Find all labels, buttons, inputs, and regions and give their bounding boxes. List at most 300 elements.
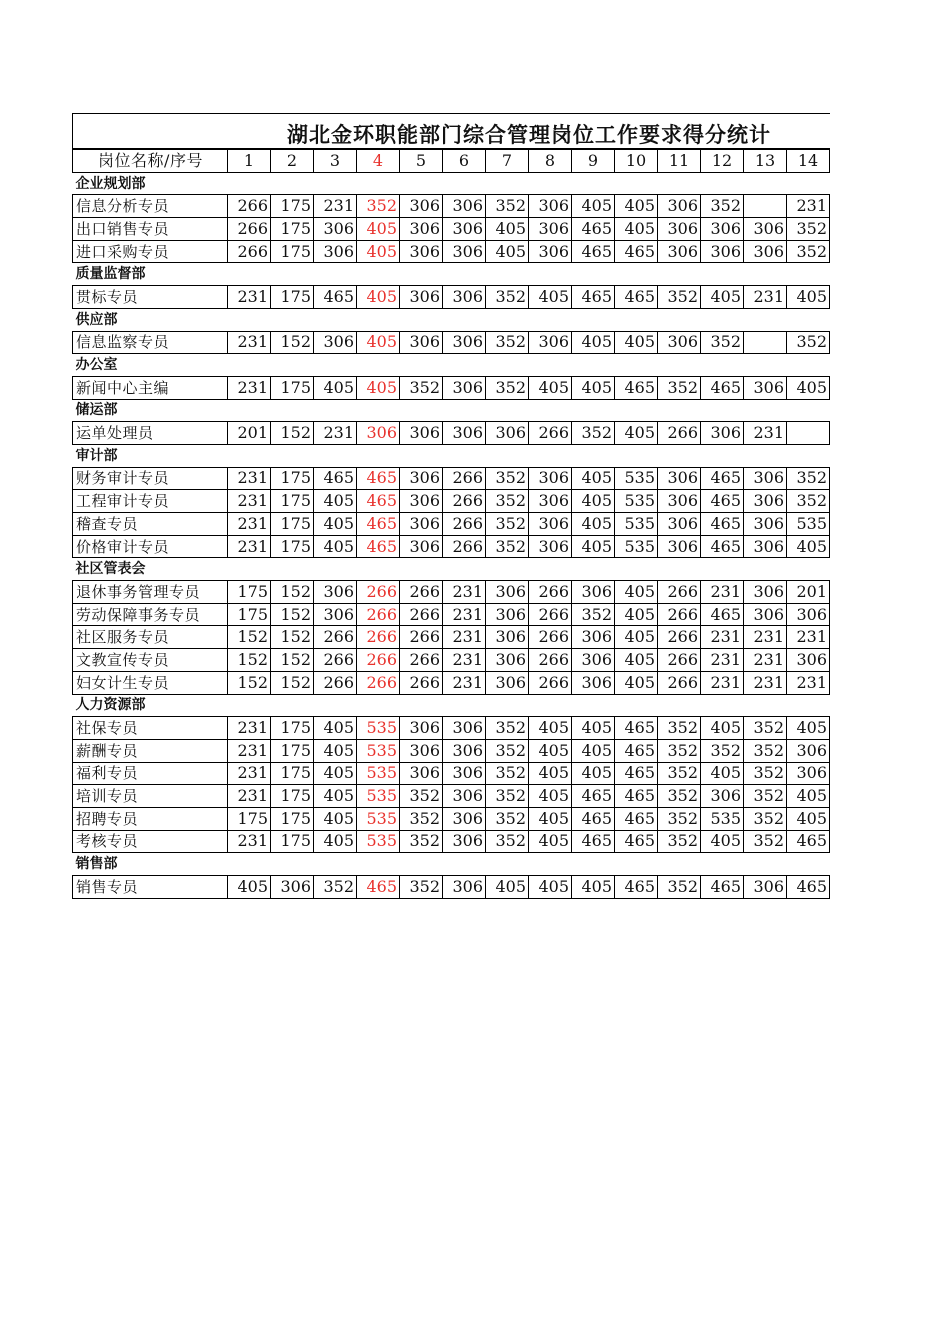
position-name-cell: 工程审计专员	[73, 490, 228, 513]
score-cell: 231	[228, 331, 271, 354]
position-name-cell: 培训专员	[73, 785, 228, 808]
score-cell: 306	[443, 876, 486, 899]
score-cell: 266	[443, 513, 486, 536]
table-row	[73, 830, 830, 853]
score-cell: 175	[271, 513, 314, 536]
score-cell	[744, 331, 787, 354]
department-row	[73, 558, 830, 581]
score-cell: 352	[658, 876, 701, 899]
department-row	[73, 172, 830, 195]
score-cell: 352	[744, 830, 787, 853]
score-cell: 266	[443, 535, 486, 558]
position-name-cell: 价格审计专员	[73, 535, 228, 558]
score-cell: 266	[658, 671, 701, 694]
score-cell: 352	[658, 762, 701, 785]
score-cell: 405	[615, 195, 658, 218]
score-cell: 352	[486, 490, 529, 513]
score-cell: 465	[787, 876, 830, 899]
score-cell: 465	[615, 785, 658, 808]
score-cell: 306	[744, 535, 787, 558]
table-row	[73, 762, 830, 785]
score-cell: 465	[572, 218, 615, 241]
table-row	[73, 603, 830, 626]
score-cell: 306	[658, 535, 701, 558]
score-cell: 405	[486, 240, 529, 263]
score-cell: 306	[658, 490, 701, 513]
score-cell: 405	[572, 739, 615, 762]
score-cell: 465	[615, 807, 658, 830]
score-cell: 405	[572, 513, 615, 536]
score-cell: 306	[314, 603, 357, 626]
score-cell: 405	[572, 717, 615, 740]
score-cell: 405	[529, 876, 572, 899]
score-cell: 306	[443, 762, 486, 785]
score-cell: 352	[400, 376, 443, 399]
score-cell: 266	[357, 626, 400, 649]
score-cell: 306	[400, 490, 443, 513]
score-cell: 465	[615, 286, 658, 309]
header-number-cell: 12	[701, 150, 744, 173]
department-row	[73, 694, 830, 717]
score-cell: 405	[701, 762, 744, 785]
table-row	[73, 422, 830, 445]
score-cell: 352	[486, 286, 529, 309]
score-cell: 352	[486, 739, 529, 762]
score-cell: 266	[228, 218, 271, 241]
score-cell: 405	[314, 513, 357, 536]
score-cell: 465	[787, 830, 830, 853]
department-name: 办公室	[75, 357, 118, 374]
header-number-cell: 11	[658, 150, 701, 173]
score-cell: 465	[572, 785, 615, 808]
score-cell: 405	[787, 807, 830, 830]
score-cell: 306	[400, 240, 443, 263]
score-cell: 405	[529, 785, 572, 808]
score-cell: 266	[314, 649, 357, 672]
score-cell: 352	[486, 467, 529, 490]
score-cell: 306	[443, 195, 486, 218]
score-cell: 231	[787, 671, 830, 694]
score-cell: 152	[228, 649, 271, 672]
table-row	[73, 286, 830, 309]
department-name: 供应部	[75, 311, 118, 328]
score-cell: 306	[701, 422, 744, 445]
score-cell: 266	[658, 603, 701, 626]
score-cell: 306	[314, 218, 357, 241]
score-cell: 306	[400, 739, 443, 762]
score-cell: 352	[572, 603, 615, 626]
score-cell: 306	[744, 376, 787, 399]
score-cell: 231	[744, 626, 787, 649]
score-cell: 405	[701, 830, 744, 853]
score-cell: 405	[314, 490, 357, 513]
score-cell: 306	[658, 218, 701, 241]
score-cell: 266	[658, 581, 701, 604]
department-row	[73, 853, 830, 876]
score-cell: 405	[529, 286, 572, 309]
score-cell: 352	[400, 785, 443, 808]
position-name-cell: 信息分析专员	[73, 195, 228, 218]
score-cell: 306	[658, 331, 701, 354]
table-row	[73, 490, 830, 513]
header-name-cell: 岗位名称/序号	[73, 150, 228, 173]
score-cell: 231	[228, 717, 271, 740]
score-cell: 352	[400, 876, 443, 899]
score-cell: 306	[744, 603, 787, 626]
score-cell: 231	[443, 626, 486, 649]
score-cell: 266	[357, 671, 400, 694]
score-cell: 535	[357, 717, 400, 740]
score-cell	[744, 195, 787, 218]
score-cell: 306	[572, 626, 615, 649]
score-cell: 465	[357, 467, 400, 490]
score-cell: 266	[529, 581, 572, 604]
score-cell: 352	[744, 762, 787, 785]
table-row	[73, 626, 830, 649]
score-cell: 352	[658, 717, 701, 740]
score-cell: 266	[314, 626, 357, 649]
score-cell: 306	[572, 649, 615, 672]
score-cell: 306	[357, 422, 400, 445]
score-cell: 306	[701, 785, 744, 808]
score-cell: 266	[314, 671, 357, 694]
score-cell: 306	[744, 581, 787, 604]
position-name-cell: 财务审计专员	[73, 467, 228, 490]
score-cell: 465	[572, 807, 615, 830]
score-cell: 306	[400, 218, 443, 241]
score-cell: 175	[271, 807, 314, 830]
score-cell: 352	[400, 830, 443, 853]
score-cell: 405	[572, 762, 615, 785]
score-cell: 175	[228, 807, 271, 830]
score-cell: 465	[701, 513, 744, 536]
table-row	[73, 649, 830, 672]
score-cell: 306	[529, 195, 572, 218]
score-cell: 405	[787, 286, 830, 309]
score-cell: 306	[486, 422, 529, 445]
header-number-cell: 4	[357, 150, 400, 173]
score-cell: 266	[357, 581, 400, 604]
header-number-cell: 7	[486, 150, 529, 173]
score-cell: 175	[271, 286, 314, 309]
score-cell: 306	[787, 762, 830, 785]
score-cell: 352	[701, 739, 744, 762]
score-cell: 306	[744, 876, 787, 899]
table-row	[73, 535, 830, 558]
score-cell: 231	[787, 195, 830, 218]
score-cell: 405	[615, 218, 658, 241]
score-cell: 352	[486, 807, 529, 830]
score-cell: 231	[228, 535, 271, 558]
score-cell: 231	[744, 422, 787, 445]
score-cell: 352	[486, 785, 529, 808]
score-cell: 231	[228, 513, 271, 536]
table-row	[73, 467, 830, 490]
header-number-cell: 5	[400, 150, 443, 173]
score-cell: 266	[529, 626, 572, 649]
table-row	[73, 739, 830, 762]
position-name-cell: 销售专员	[73, 876, 228, 899]
score-cell: 266	[400, 671, 443, 694]
score-cell: 465	[572, 240, 615, 263]
score-cell: 405	[357, 218, 400, 241]
position-name-cell: 社保专员	[73, 717, 228, 740]
score-table	[72, 149, 830, 899]
score-cell: 465	[615, 717, 658, 740]
score-cell: 306	[787, 649, 830, 672]
score-cell: 152	[271, 626, 314, 649]
score-cell: 465	[357, 535, 400, 558]
score-cell: 306	[701, 240, 744, 263]
score-cell: 306	[529, 331, 572, 354]
score-cell: 306	[443, 422, 486, 445]
score-cell: 352	[787, 331, 830, 354]
score-cell: 465	[615, 876, 658, 899]
score-cell: 306	[400, 195, 443, 218]
score-cell: 535	[357, 785, 400, 808]
header-number-cell: 6	[443, 150, 486, 173]
score-cell: 152	[228, 626, 271, 649]
score-cell: 152	[271, 649, 314, 672]
score-cell: 465	[572, 286, 615, 309]
score-cell: 405	[314, 762, 357, 785]
score-cell: 405	[701, 286, 744, 309]
score-cell: 175	[271, 785, 314, 808]
score-cell: 175	[271, 830, 314, 853]
score-cell: 266	[357, 603, 400, 626]
score-cell: 405	[615, 671, 658, 694]
score-cell: 306	[443, 830, 486, 853]
position-name-cell: 妇女计生专员	[73, 671, 228, 694]
score-cell: 352	[486, 513, 529, 536]
score-cell: 306	[529, 535, 572, 558]
score-cell: 306	[443, 785, 486, 808]
department-name: 审计部	[75, 447, 118, 464]
score-cell	[787, 422, 830, 445]
score-cell: 306	[443, 240, 486, 263]
department-row	[73, 263, 830, 286]
score-cell: 306	[658, 467, 701, 490]
position-name-cell: 信息监察专员	[73, 331, 228, 354]
score-cell: 175	[271, 739, 314, 762]
score-cell: 352	[658, 807, 701, 830]
score-cell: 231	[314, 195, 357, 218]
score-cell: 465	[314, 467, 357, 490]
score-table-body	[73, 150, 830, 899]
score-cell: 175	[271, 762, 314, 785]
score-cell: 306	[443, 739, 486, 762]
score-cell: 405	[787, 535, 830, 558]
table-row	[73, 581, 830, 604]
score-cell: 175	[271, 490, 314, 513]
score-cell: 231	[228, 785, 271, 808]
score-cell: 405	[615, 581, 658, 604]
score-cell: 266	[529, 649, 572, 672]
score-cell: 231	[228, 762, 271, 785]
score-cell: 306	[529, 513, 572, 536]
score-cell: 405	[529, 762, 572, 785]
score-cell: 231	[443, 603, 486, 626]
score-cell: 306	[744, 490, 787, 513]
score-cell: 306	[400, 422, 443, 445]
header-number-cell: 2	[271, 150, 314, 173]
score-cell: 306	[400, 717, 443, 740]
position-name-cell: 福利专员	[73, 762, 228, 785]
header-number-cell: 8	[529, 150, 572, 173]
position-name-cell: 运单处理员	[73, 422, 228, 445]
score-cell: 175	[228, 603, 271, 626]
score-cell: 231	[744, 649, 787, 672]
score-cell: 405	[357, 286, 400, 309]
score-cell: 535	[357, 762, 400, 785]
score-cell: 231	[228, 286, 271, 309]
score-cell: 405	[787, 717, 830, 740]
score-cell: 352	[787, 467, 830, 490]
score-cell: 465	[615, 240, 658, 263]
position-name-cell: 出口销售专员	[73, 218, 228, 241]
score-cell: 535	[787, 513, 830, 536]
score-cell: 352	[486, 717, 529, 740]
score-cell: 405	[314, 376, 357, 399]
score-cell: 201	[228, 422, 271, 445]
score-cell: 306	[529, 218, 572, 241]
score-cell: 306	[314, 581, 357, 604]
score-cell: 266	[400, 603, 443, 626]
score-cell: 352	[400, 807, 443, 830]
score-cell: 405	[529, 830, 572, 853]
score-cell: 465	[357, 490, 400, 513]
score-cell: 175	[228, 581, 271, 604]
score-cell: 465	[701, 603, 744, 626]
score-cell: 266	[400, 649, 443, 672]
position-name-cell: 招聘专员	[73, 807, 228, 830]
score-cell: 231	[744, 671, 787, 694]
score-cell: 405	[314, 535, 357, 558]
table-row	[73, 807, 830, 830]
score-cell: 306	[658, 513, 701, 536]
score-cell: 306	[400, 286, 443, 309]
score-cell: 152	[271, 581, 314, 604]
score-cell: 405	[572, 376, 615, 399]
score-cell: 266	[658, 649, 701, 672]
score-cell: 231	[701, 671, 744, 694]
score-cell: 152	[271, 331, 314, 354]
score-cell: 352	[486, 376, 529, 399]
score-cell: 405	[572, 876, 615, 899]
score-cell: 405	[314, 785, 357, 808]
score-cell: 465	[701, 490, 744, 513]
score-cell: 306	[529, 467, 572, 490]
score-cell: 231	[228, 830, 271, 853]
score-cell: 405	[572, 467, 615, 490]
position-name-cell: 薪酬专员	[73, 739, 228, 762]
score-cell: 306	[314, 240, 357, 263]
score-cell: 306	[400, 535, 443, 558]
score-cell: 175	[271, 240, 314, 263]
score-cell: 465	[615, 762, 658, 785]
score-cell: 231	[787, 626, 830, 649]
score-cell: 231	[701, 649, 744, 672]
position-name-cell: 社区服务专员	[73, 626, 228, 649]
position-name-cell: 文教宣传专员	[73, 649, 228, 672]
score-cell: 352	[744, 739, 787, 762]
score-cell: 231	[228, 739, 271, 762]
position-name-cell: 稽查专员	[73, 513, 228, 536]
score-cell: 306	[744, 218, 787, 241]
score-cell: 306	[443, 218, 486, 241]
sheet-title: 湖北金环职能部门综合管理岗位工作要求得分统计	[287, 122, 771, 147]
score-cell: 306	[443, 331, 486, 354]
score-cell: 152	[271, 422, 314, 445]
header-row	[73, 150, 830, 173]
score-cell: 405	[787, 785, 830, 808]
score-cell: 405	[615, 603, 658, 626]
department-name: 企业规划部	[75, 175, 146, 192]
score-cell: 306	[744, 467, 787, 490]
score-cell: 231	[701, 626, 744, 649]
position-name-cell: 考核专员	[73, 830, 228, 853]
score-cell: 306	[400, 513, 443, 536]
score-cell: 266	[357, 649, 400, 672]
score-cell: 352	[486, 195, 529, 218]
score-cell: 352	[787, 240, 830, 263]
score-cell: 405	[615, 626, 658, 649]
score-cell: 465	[357, 876, 400, 899]
score-cell: 405	[529, 376, 572, 399]
score-cell: 352	[486, 535, 529, 558]
table-row	[73, 717, 830, 740]
score-cell: 175	[271, 535, 314, 558]
score-cell: 152	[271, 603, 314, 626]
score-cell: 405	[701, 717, 744, 740]
score-cell: 352	[658, 830, 701, 853]
score-cell: 306	[486, 603, 529, 626]
score-cell: 266	[443, 490, 486, 513]
score-cell: 266	[529, 603, 572, 626]
header-number-cell: 14	[787, 150, 830, 173]
score-cell: 306	[572, 671, 615, 694]
score-cell: 306	[658, 195, 701, 218]
score-cell: 266	[529, 422, 572, 445]
score-cell: 231	[228, 467, 271, 490]
score-cell: 306	[744, 513, 787, 536]
position-name-cell: 进口采购专员	[73, 240, 228, 263]
score-cell: 405	[486, 218, 529, 241]
score-cell: 306	[443, 286, 486, 309]
score-cell: 306	[400, 467, 443, 490]
department-row	[73, 308, 830, 331]
table-row	[73, 376, 830, 399]
score-cell: 306	[529, 490, 572, 513]
department-row	[73, 444, 830, 467]
score-cell: 465	[701, 535, 744, 558]
table-row	[73, 876, 830, 899]
score-cell: 465	[615, 830, 658, 853]
score-cell: 266	[529, 671, 572, 694]
header-number-cell: 13	[744, 150, 787, 173]
score-cell: 352	[314, 876, 357, 899]
score-cell: 405	[486, 876, 529, 899]
score-cell: 405	[615, 649, 658, 672]
score-cell: 175	[271, 376, 314, 399]
score-cell: 352	[658, 785, 701, 808]
score-cell: 405	[314, 830, 357, 853]
score-cell: 231	[314, 422, 357, 445]
score-cell: 266	[400, 581, 443, 604]
score-cell: 405	[572, 195, 615, 218]
score-cell: 535	[615, 513, 658, 536]
score-cell: 352	[787, 218, 830, 241]
